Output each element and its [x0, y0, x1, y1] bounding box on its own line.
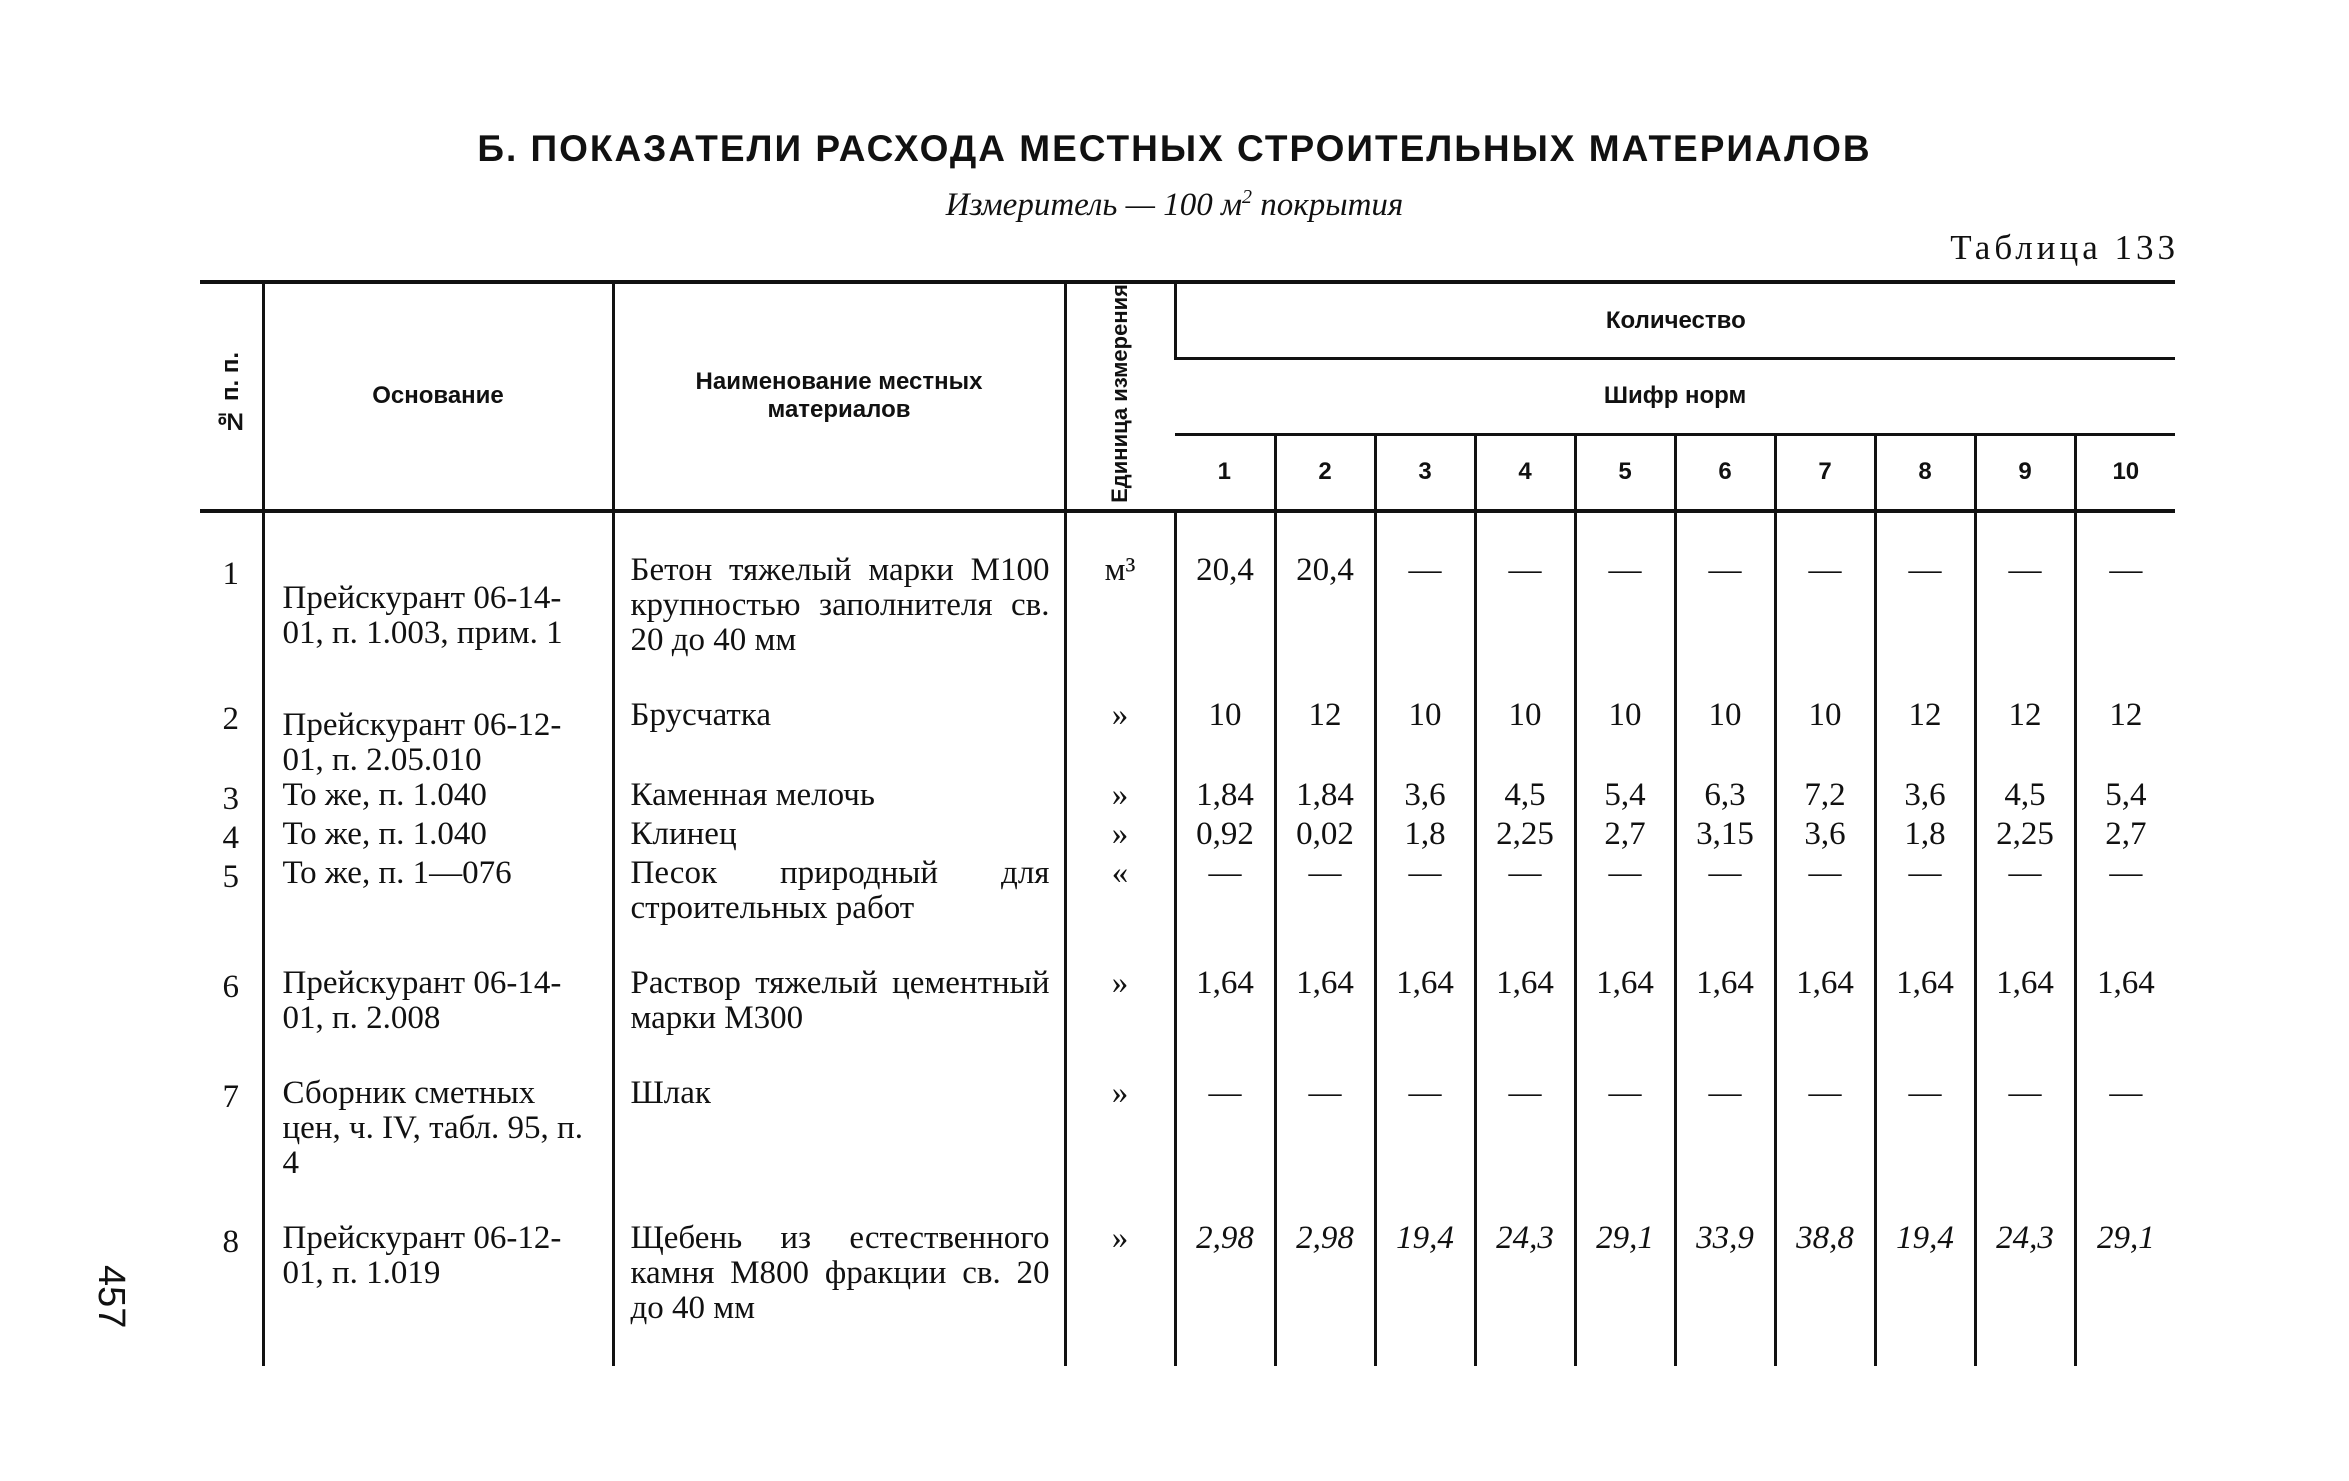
- row-value: 24,3: [1975, 1221, 2075, 1326]
- row-value: —: [1575, 1076, 1675, 1181]
- row-value: 1,64: [1175, 966, 1275, 1036]
- row-value: 1,64: [1375, 966, 1475, 1036]
- row-basis: Прейскурант 06-14-01, п. 1.003, прим. 1: [263, 553, 613, 658]
- row-value: —: [1275, 1076, 1375, 1181]
- row-value: 10: [1575, 698, 1675, 778]
- row-value: 0,92: [1175, 817, 1275, 856]
- row-value: 12: [1975, 698, 2075, 778]
- table-row: [200, 553, 2175, 658]
- row-value: 20,4: [1275, 553, 1375, 658]
- row-unit: »: [1065, 778, 1175, 817]
- measure-unit-caption: [0, 186, 2349, 224]
- row-value: 2,7: [1575, 817, 1675, 856]
- row-material: Каменная мелочь: [613, 778, 1065, 817]
- row-number: 7: [222, 1078, 239, 1115]
- table-spacer: [200, 511, 2175, 553]
- row-number: 4: [222, 819, 239, 856]
- table-row: [200, 817, 2175, 856]
- row-value: 24,3: [1475, 1221, 1575, 1326]
- row-value: —: [1275, 856, 1375, 926]
- row-value: 19,4: [1875, 1221, 1975, 1326]
- column-header-basis: Основание: [263, 282, 613, 511]
- table-number: Таблица 133: [1950, 228, 2179, 267]
- row-value: —: [1475, 1076, 1575, 1181]
- row-number: 1: [222, 555, 239, 592]
- row-value: 2,25: [1475, 817, 1575, 856]
- row-number: 3: [222, 780, 239, 817]
- table-row: [200, 1221, 2175, 1326]
- row-value: —: [1675, 553, 1775, 658]
- row-value: 2,7: [2075, 817, 2175, 856]
- row-value: 6,3: [1675, 778, 1775, 817]
- row-value: 20,4: [1175, 553, 1275, 658]
- row-value: 1,84: [1275, 778, 1375, 817]
- row-value: 10: [1675, 698, 1775, 778]
- row-value: —: [1975, 1076, 2075, 1181]
- row-unit: »: [1065, 1076, 1175, 1181]
- row-value: 10: [1475, 698, 1575, 778]
- row-unit: м³: [1065, 553, 1175, 658]
- row-value: 1,64: [1675, 966, 1775, 1036]
- row-value: 1,64: [2075, 966, 2175, 1036]
- row-value: 38,8: [1775, 1221, 1875, 1326]
- row-value: —: [1675, 1076, 1775, 1181]
- row-number: 6: [222, 968, 239, 1005]
- cipher-column-header: 2: [1275, 434, 1375, 511]
- row-value: 10: [1775, 698, 1875, 778]
- row-basis: Прейскурант 06-12-01, п. 2.05.010: [263, 698, 613, 778]
- table-row: [200, 966, 2175, 1036]
- row-value: 4,5: [1975, 778, 2075, 817]
- row-material: Раствор тяжелый цементный марки М300: [613, 966, 1065, 1036]
- row-unit: «: [1065, 856, 1175, 926]
- row-unit: »: [1065, 1221, 1175, 1326]
- row-value: 1,64: [1475, 966, 1575, 1036]
- cipher-column-header: 5: [1575, 434, 1675, 511]
- row-material: Щебень из естественного камня М800 фракции св. 20 до 40 мм: [613, 1221, 1065, 1326]
- row-value: 1,64: [1875, 966, 1975, 1036]
- row-value: —: [1375, 856, 1475, 926]
- row-value: 1,84: [1175, 778, 1275, 817]
- cipher-column-header: 9: [1975, 434, 2075, 511]
- row-value: —: [1175, 856, 1275, 926]
- row-value: —: [2075, 1076, 2175, 1181]
- row-material: Бетон тяжелый марки М100 крупностью заполнителя св. 20 до 40 мм: [613, 553, 1065, 658]
- row-value: 7,2: [1775, 778, 1875, 817]
- row-value: —: [2075, 553, 2175, 658]
- row-value: 12: [2075, 698, 2175, 778]
- measure-unit-tail: покрытия: [1252, 187, 1404, 223]
- row-value: 3,6: [1375, 778, 1475, 817]
- row-value: —: [1575, 856, 1675, 926]
- row-value: 3,6: [1775, 817, 1875, 856]
- row-value: 2,98: [1175, 1221, 1275, 1326]
- row-value: 1,64: [1275, 966, 1375, 1036]
- row-value: 10: [1375, 698, 1475, 778]
- table-spacer: [200, 1036, 2175, 1076]
- table-spacer: [200, 658, 2175, 698]
- row-value: 12: [1275, 698, 1375, 778]
- row-value: 1,8: [1375, 817, 1475, 856]
- row-material: Песок природный для строительных работ: [613, 856, 1065, 926]
- row-value: —: [1775, 553, 1875, 658]
- row-value: 1,8: [1875, 817, 1975, 856]
- row-basis: Прейскурант 06-14-01, п. 2.008: [263, 966, 613, 1036]
- row-basis: То же, п. 1—076: [263, 856, 613, 926]
- table-spacer: [200, 1181, 2175, 1221]
- row-value: —: [1775, 856, 1875, 926]
- row-value: —: [1375, 1076, 1475, 1181]
- row-basis: Прейскурант 06-12-01, п. 1.019: [263, 1221, 613, 1326]
- row-value: —: [1875, 553, 1975, 658]
- page-number: 457: [90, 1265, 132, 1329]
- section-heading: Б. ПОКАЗАТЕЛИ РАСХОДА МЕСТНЫХ СТРОИТЕЛЬНЫХ МАТЕРИАЛОВ: [477, 128, 1872, 169]
- row-material: Шлак: [613, 1076, 1065, 1181]
- table-row: [200, 1076, 2175, 1181]
- row-number: 5: [222, 858, 239, 895]
- row-value: 1,64: [1775, 966, 1875, 1036]
- row-value: —: [1475, 553, 1575, 658]
- row-value: —: [1675, 856, 1775, 926]
- table-header: [200, 282, 2175, 511]
- row-value: 3,6: [1875, 778, 1975, 817]
- row-value: —: [1175, 1076, 1275, 1181]
- row-value: 5,4: [2075, 778, 2175, 817]
- table-row: [200, 698, 2175, 778]
- row-value: 4,5: [1475, 778, 1575, 817]
- table-row: [200, 778, 2175, 817]
- cipher-column-header: 7: [1775, 434, 1875, 511]
- row-value: 29,1: [2075, 1221, 2175, 1326]
- column-header-quantity: Количество: [1175, 282, 2175, 359]
- column-header-material: Наименование местных материалов: [613, 282, 1065, 511]
- norms-table: [200, 280, 2175, 1366]
- measure-unit-text: Измеритель — 100 м: [945, 187, 1243, 223]
- row-basis: Сборник сметных цен, ч. IV, табл. 95, п. 4: [263, 1076, 613, 1181]
- row-value: —: [1375, 553, 1475, 658]
- row-value: 29,1: [1575, 1221, 1675, 1326]
- cipher-column-header: 3: [1375, 434, 1475, 511]
- row-value: 2,98: [1275, 1221, 1375, 1326]
- cipher-column-header: 4: [1475, 434, 1575, 511]
- row-unit: »: [1065, 698, 1175, 778]
- row-value: 3,15: [1675, 817, 1775, 856]
- row-value: —: [1775, 1076, 1875, 1181]
- column-header-unit: Единица измерения: [1065, 282, 1175, 511]
- table-spacer: [200, 1326, 2175, 1366]
- table-body: [200, 511, 2175, 1366]
- cipher-column-header: 6: [1675, 434, 1775, 511]
- row-value: —: [1975, 553, 2075, 658]
- row-value: 2,25: [1975, 817, 2075, 856]
- row-value: 10: [1175, 698, 1275, 778]
- row-unit: »: [1065, 817, 1175, 856]
- table-spacer: [200, 926, 2175, 966]
- row-value: 19,4: [1375, 1221, 1475, 1326]
- row-basis: То же, п. 1.040: [263, 778, 613, 817]
- cipher-column-header: 10: [2075, 434, 2175, 511]
- table-row: [200, 856, 2175, 926]
- row-value: 12: [1875, 698, 1975, 778]
- measure-unit-exponent: 2: [1242, 186, 1253, 208]
- column-header-cipher: Шифр норм: [1175, 359, 2175, 435]
- row-value: 1,64: [1575, 966, 1675, 1036]
- row-unit: »: [1065, 966, 1175, 1036]
- row-basis: То же, п. 1.040: [263, 817, 613, 856]
- column-header-number: № п. п.: [200, 282, 263, 511]
- row-number: 2: [222, 700, 239, 737]
- row-value: 0,02: [1275, 817, 1375, 856]
- row-value: 1,64: [1975, 966, 2075, 1036]
- row-number: 8: [222, 1223, 239, 1260]
- row-value: —: [1975, 856, 2075, 926]
- row-material: Брусчатка: [613, 698, 1065, 778]
- row-value: 33,9: [1675, 1221, 1775, 1326]
- row-value: —: [2075, 856, 2175, 926]
- row-value: —: [1875, 1076, 1975, 1181]
- row-value: 5,4: [1575, 778, 1675, 817]
- row-value: —: [1475, 856, 1575, 926]
- row-value: —: [1875, 856, 1975, 926]
- cipher-column-header: 1: [1175, 434, 1275, 511]
- row-value: —: [1575, 553, 1675, 658]
- cipher-column-header: 8: [1875, 434, 1975, 511]
- row-material: Клинец: [613, 817, 1065, 856]
